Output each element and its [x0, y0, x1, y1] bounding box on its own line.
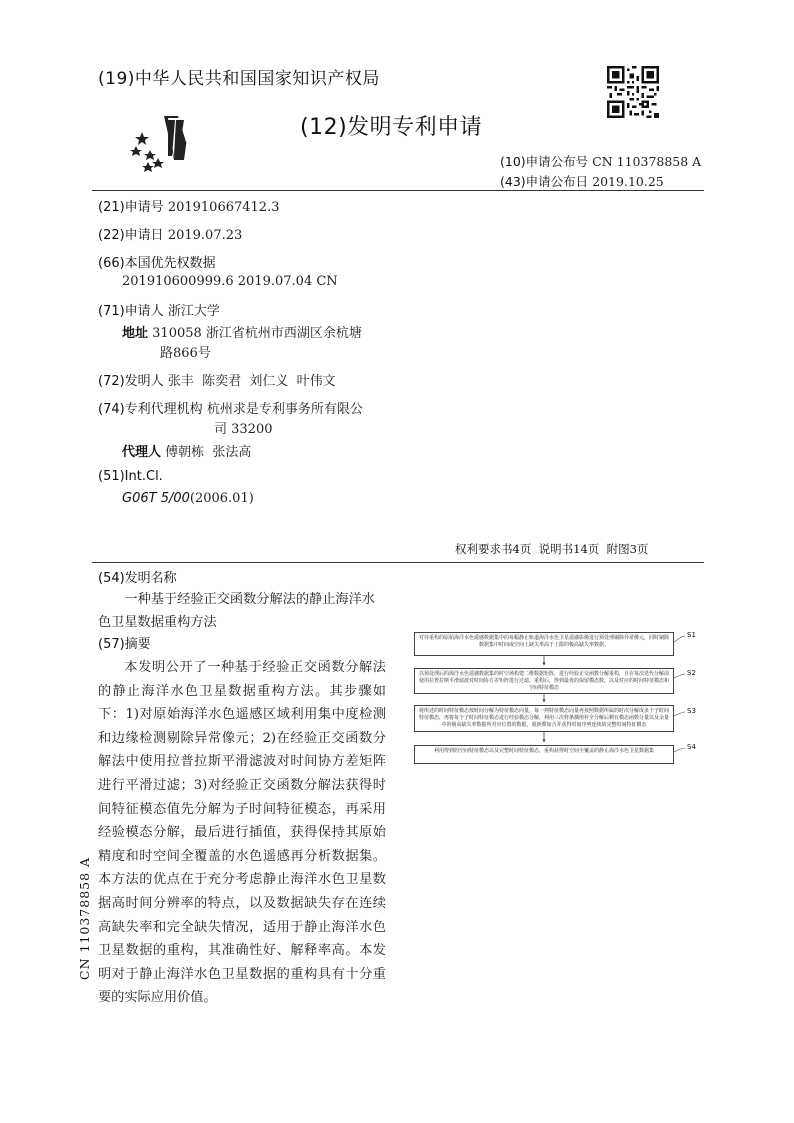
page-count-summary: 权利要求书4页 说明书14页 附图3页: [455, 542, 649, 556]
agency-line1: 杭州求是专利事务所有限公: [206, 402, 363, 417]
flow-step-s2: 以预处理后的海洋水色遥感数据集的时空场构建二维数据矩阵，进行经验正交函数分解重构，且在每次迭代分解前使用拉普拉斯平滑滤波对时间协方差矩阵进行过滤，重构后，得到最优的保留模态数，以及对应的时间特征模态和空间特征模态: [414, 668, 674, 694]
int-cl-date: (2006.01): [189, 491, 254, 506]
application-number: [98, 196, 279, 215]
flow-step-s1: 对待重构的原始海洋水色遥感数据集中的每幅静止轨道海洋水色卫星遥感影像进行预处理剔除异常像元，同时剔除数据集中时间或空间上缺失率高于上限的极高缺失率数据。: [414, 632, 674, 656]
applicant: [98, 300, 220, 319]
flow-label-s2: S2: [687, 669, 696, 677]
inventors-label: (72)发明人: [98, 374, 164, 389]
int-cl-label: (51)Int.Cl.: [98, 469, 163, 484]
agency-line2: 司 33200: [214, 422, 273, 437]
abstract-label: (57)摘要: [98, 637, 151, 652]
publication-number-row: [500, 152, 701, 170]
address: [122, 322, 362, 341]
side-publication-number: CN 110378858 A: [77, 856, 92, 980]
applicant-value: 浙江大学: [167, 304, 220, 319]
flow-label-s4: S4: [687, 743, 696, 751]
agent-label: 代理人: [122, 445, 162, 460]
inventors-value: 张丰 陈奕君 刘仁义 叶伟文: [167, 374, 336, 389]
flow-label-s1: S1: [687, 631, 696, 639]
priority-label: (66)本国优先权数据: [98, 256, 216, 271]
app-no-label: (21)申请号: [98, 200, 164, 215]
pub-no-value: CN 110378858 A: [592, 154, 702, 169]
flow-step-s3: 将所述的时间特征模态按时间分解为特征模态向量，每一列特征模态向量再按照数据所属的时次分解成多个子时间特征模态，再将每个子时间特征模态进行经验模态分解，利用三次样条插值补全分解后剩有模态函数分量以及余量中的极高缺失率数据所对应位置的数据，重新叠加合并获得时间序列连续的完整时间特征模态: [414, 705, 674, 732]
int-cl-code: G06T 5/00: [122, 491, 190, 506]
agency: [98, 398, 363, 417]
header-rule: [92, 190, 704, 191]
address-line2: 路866号: [160, 346, 211, 361]
address-label: 地址: [122, 326, 149, 341]
cnipa-logo: [128, 112, 208, 174]
document-type: (12)发明专利申请: [300, 115, 483, 140]
applicant-label: (71)申请人: [98, 304, 164, 319]
address-line1: 310058 浙江省杭州市西湖区余杭塘: [152, 326, 362, 341]
title-label: (54)发明名称: [98, 571, 177, 586]
inventors: [98, 370, 336, 389]
abstract-text: 本发明公开了一种基于经验正交函数分解法的静止海洋水色卫星数据重构方法。其步骤如下：1)对原始海洋水色遥感区域利用集中度检测和边缘检测剔除异常像元；2)在经验正交函数分解法中使用拉普拉斯平滑滤波对时间协方差矩阵进行平滑过滤；3)对经验正交函数分解法获得时间特征模态值先分解为子时间特征模态，再采用经验模态分解，最后进行插值，获得保持其原始精度和时空间全覆盖的水色遥感再分析数据集。本方法的优点在于充分考虑静止海洋水色卫星数据高时间分辨率的特点，以及数据缺失存在连续高缺失率和完全缺失情况，适用于静止海洋水色卫星数据的重构，其准确性好、解释率高。本发明对于静止海洋水色卫星数据的重构具有十分重要的实际应用价值。: [98, 660, 386, 1006]
publication-date-row: [500, 172, 664, 190]
summary-rule: [92, 562, 704, 563]
agent-value: 傅朝栋 张法高: [165, 445, 252, 460]
pub-date-value: 2019.10.25: [592, 174, 664, 189]
pub-no-label: (10)申请公布号: [500, 154, 589, 169]
qr-code: [607, 66, 659, 118]
flow-label-s3: S3: [687, 707, 696, 715]
application-date: [98, 224, 242, 243]
office-name: (19)中华人民共和国国家知识产权局: [98, 69, 380, 89]
app-date-value: 2019.07.23: [167, 228, 243, 243]
abstract-flowchart: [410, 628, 710, 778]
agent: [122, 441, 251, 460]
priority-data: 201910600999.6 2019.07.04 CN: [122, 274, 338, 289]
invention-title: 一种基于经验正交函数分解法的静止海洋水色卫星数据重构方法: [98, 592, 375, 630]
app-date-label: (22)申请日: [98, 228, 164, 243]
agency-label: (74)专利代理机构: [98, 402, 203, 417]
app-no-value: 201910667412.3: [167, 200, 280, 215]
pub-date-label: (43)申请公布日: [500, 174, 589, 189]
int-cl: [122, 491, 254, 506]
flow-step-s4: 利用得到的空间特征模态以及完整时间特征模态，重构获得时空间全覆盖的静止海洋水色卫星数据集: [414, 745, 674, 764]
